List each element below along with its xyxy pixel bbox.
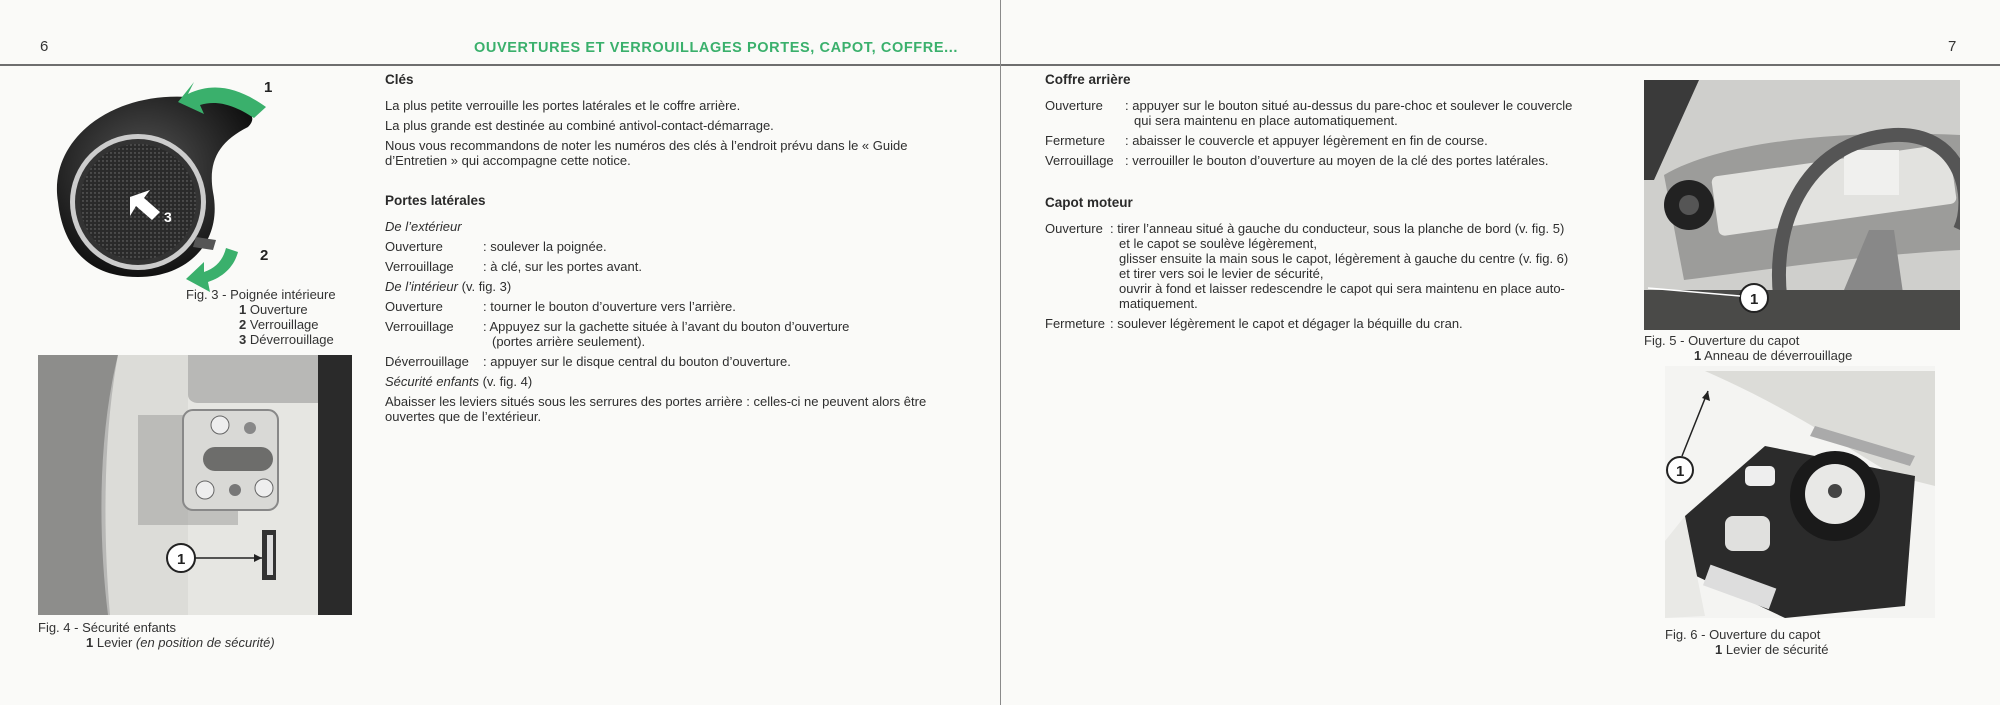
section-heading-coffre: Coffre arrière: [1045, 72, 1131, 87]
section-heading-cles: Clés: [385, 72, 414, 87]
paragraph: Abaisser les leviers situés sous les serrures des portes arrière : celles-ci ne peuvent alors être ouvertes que de l’extérieur.: [385, 394, 927, 424]
subheading-securite: Sécurité enfants (v. fig. 4): [385, 374, 533, 389]
svg-text:1: 1: [177, 551, 186, 568]
section-heading-portes: Portes latérales: [385, 193, 486, 208]
instruction-row: Ouverture : tourner le bouton d’ouverture vers l’arrière.: [385, 299, 736, 314]
callout-2: 2: [260, 247, 269, 264]
page-fold: [1000, 0, 1001, 705]
paragraph: Nous vous recommandons de noter les numéros des clés à l’endroit prévu dans le « Guide d’Entretien » qui accompagne cette notice.: [385, 138, 908, 168]
instruction-row: Verrouillage : Appuyez sur la gachette située à l’avant du bouton d’ouverture (portes arrière seulement).: [385, 319, 850, 349]
caption-item: 1 Levier (en position de sécurité): [86, 635, 275, 650]
page-number-right: 7: [1948, 38, 1957, 55]
door-handle-illustration: [38, 72, 288, 292]
figure-3-caption: Fig. 3 - Poignée intérieure 1 Ouverture 2 Verrouillage 3 Déverrouillage: [186, 287, 336, 347]
svg-text:1: 1: [1750, 291, 1759, 308]
instruction-row: Fermeture : soulever légèrement le capot et dégager la béquille du cran.: [1045, 316, 1463, 331]
subheading-interieur: De l’intérieur (v. fig. 3): [385, 279, 512, 294]
paragraph: La plus grande est destinée au combiné antivol-contact-démarrage.: [385, 118, 774, 133]
figure-3-door-handle: [38, 72, 288, 292]
section-heading-capot: Capot moteur: [1045, 195, 1133, 210]
figure-6-caption: Fig. 6 - Ouverture du capot 1 Levier de sécurité: [1665, 627, 1829, 657]
right-text-column: [1045, 72, 1620, 336]
figure-5-caption: Fig. 5 - Ouverture du capot 1 Anneau de déverrouillage: [1644, 333, 1853, 363]
left-text-column: [385, 72, 955, 429]
subheading-exterieur: De l’extérieur: [385, 219, 462, 234]
running-head: OUVERTURES ET VERROUILLAGES PORTES, CAPOT, COFFRE...: [474, 40, 958, 56]
instruction-row: Ouverture : appuyer sur le bouton situé au-dessus du pare-choc et soulever le couvercle qui sera maintenu en place automatiquement.: [1045, 98, 1573, 128]
caption-item: 1 Anneau de déverrouillage: [1694, 348, 1853, 363]
caption-item: 3 Déverrouillage: [239, 332, 334, 347]
header-rule-left: [0, 64, 1000, 66]
figure-6-engine-bay-photo: [1665, 366, 1935, 618]
instruction-row: Verrouillage : verrouiller le bouton d’ouverture au moyen de la clé des portes latérales.: [1045, 153, 1549, 168]
callout-1: 1: [264, 79, 273, 96]
figure-4-child-safety-photo: [38, 355, 352, 615]
instruction-row: Déverrouillage : appuyer sur le disque central du bouton d’ouverture.: [385, 354, 791, 369]
svg-text:1: 1: [1676, 463, 1685, 480]
page-number-left: 6: [40, 38, 49, 55]
caption-item: 1 Levier de sécurité: [1715, 642, 1829, 657]
figure-5-dashboard-photo: [1644, 80, 1960, 330]
header-rule-right: [1001, 64, 2000, 66]
instruction-row: Ouverture : tirer l’anneau situé à gauche du conducteur, sous la planche de bord (v. fig. 5) et le capot se soulève légèrement, glisser ensuite la main sous le capot, légèrement à gauche du centre (v. fig. 6) et tirer vers soi le levier de sécurité, ouvrir à fond et laisser redescendre le capot qui sera maintenu en place auto- matiquement.: [1045, 221, 1569, 311]
caption-item: 2 Verrouillage: [239, 317, 319, 332]
figure-4-caption: Fig. 4 - Sécurité enfants 1 Levier (en position de sécurité): [38, 620, 275, 650]
caption-item: 1 Ouverture: [239, 302, 308, 317]
instruction-row: Verrouillage : à clé, sur les portes avant.: [385, 259, 642, 274]
paragraph: La plus petite verrouille les portes latérales et le coffre arrière.: [385, 98, 741, 113]
instruction-row: Fermeture : abaisser le couvercle et appuyer légèrement en fin de course.: [1045, 133, 1488, 148]
callout-3: 3: [164, 209, 172, 225]
instruction-row: Ouverture : soulever la poignée.: [385, 239, 607, 254]
